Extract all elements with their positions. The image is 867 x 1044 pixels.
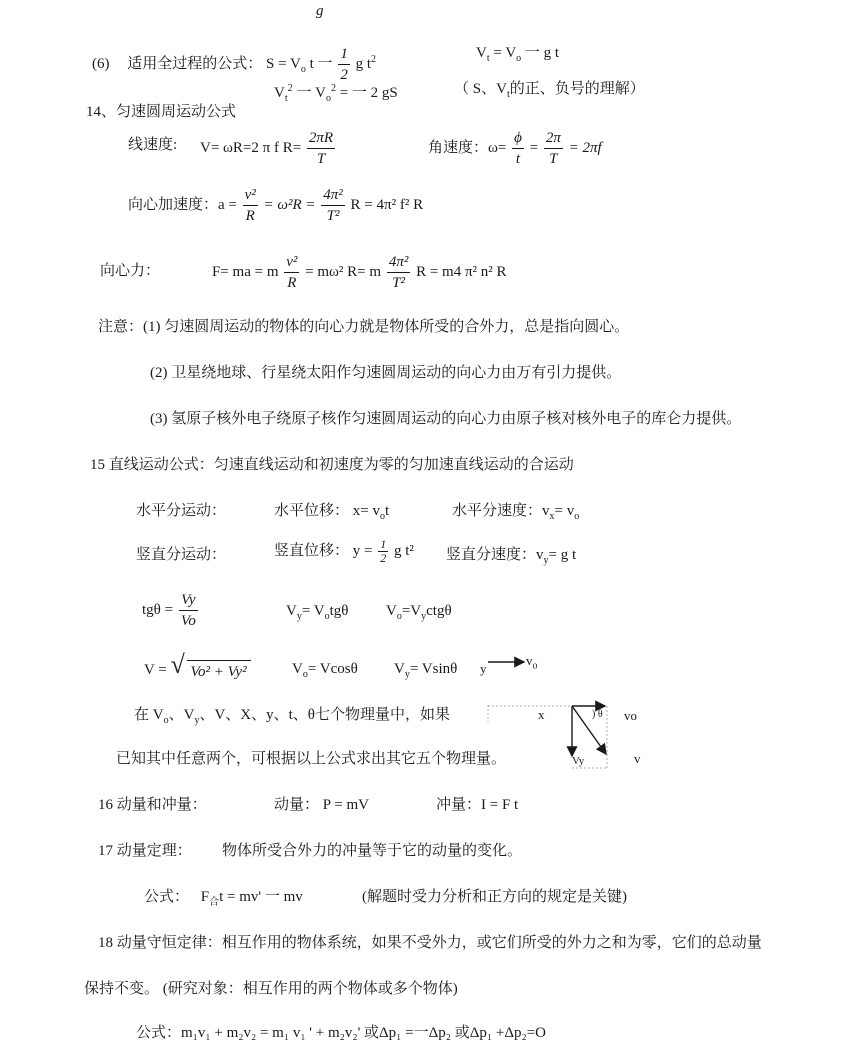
- vy-sin-formula: $V_y= Vsin\theta$: [394, 661, 458, 680]
- resultant-velocity-formula: V = √ Vo² + Vy²: [144, 660, 251, 681]
- section-17-text: 物体所受合外力的冲量等于它的动量的变化。: [222, 843, 523, 859]
- horizontal-velocity: 水平分速度：$v_x= v_o$: [452, 503, 580, 522]
- diagram-theta-label: ) θ: [592, 709, 603, 720]
- note-2: (2) 卫星绕地球、行星绕太阳作匀速圆周运动的向心力由万有引力提供。: [150, 365, 622, 381]
- section-18-continuation: 保持不变。 (研究对象：相互作用的两个物体或多个物体): [84, 981, 458, 997]
- angular-velocity-formula: 角速度：ω= $\frac{\phi}{t}$ = $\frac{2\pi}{T}$ = 2πf: [428, 130, 602, 167]
- impulse-formula: 冲量：I = F t: [436, 797, 519, 813]
- section-16-title: 16 动量和冲量：: [98, 797, 207, 813]
- diagram-x-label: x: [538, 707, 545, 722]
- momentum-theorem-formula: 公式： $F_合t = mv'$ 一 mv: [144, 889, 303, 908]
- known-two-text: 已知其中任意两个，可根据以上公式求出其它五个物理量。: [116, 751, 507, 767]
- linear-velocity-formula: V= ωR=2 π f R= $\frac{2\pi R}{T}$: [200, 130, 334, 167]
- section-17-title: 17 动量定理：: [98, 843, 192, 859]
- diagram-vo-label: vo: [624, 708, 637, 723]
- vertical-displacement: 竖直位移： y = $\frac{1}{2}$ g t²: [274, 537, 414, 565]
- sign-note: （ S、$V_t$的正、负号的理解）: [454, 81, 645, 100]
- vo-cos-formula: $V_o= Vcos\theta$: [292, 661, 358, 680]
- vertical-velocity: 竖直分速度：$v_y= g$ t: [446, 547, 577, 566]
- centripetal-acceleration-formula: 向心加速度：a = $\frac{\text{v²}}{R}$ = ω²R = $\frac{\text{4π²}}{\text{T²}}$ R = 4π² f² R: [128, 187, 424, 224]
- tangent-formula: tgθ = $\frac{Vy}{Vo}$: [142, 592, 196, 629]
- centripetal-force-label: 向心力：: [100, 263, 161, 279]
- horizontal-displacement: 水平位移： $x= v_ot$: [274, 503, 390, 522]
- diagram-top-vo-label: $v_o$: [526, 653, 538, 672]
- note-1: 注意：(1) 匀速圆周运动的物体的向心力就是物体所受的合外力，总是指向圆心。: [98, 319, 630, 335]
- horizontal-motion-label: 水平分运动：: [136, 503, 227, 519]
- momentum-theorem-note: (解题时受力分析和正方向的规定是关键): [362, 889, 627, 905]
- section-14-title: 14、匀速圆周运动公式: [86, 104, 237, 120]
- centripetal-force-formula: F= ma = m $\frac{\text{v²}}{R}$ = mω² R= m $\frac{\text{4π²}}{\text{T²}}$ R = m4 π² n² R: [212, 254, 507, 291]
- diagram-y-label: y: [480, 661, 487, 676]
- diagram-v-label: v: [634, 751, 641, 766]
- momentum-formula: 动量： P = mV: [274, 797, 369, 813]
- formula-displacement: $S = V_o$ t 一 $\frac{1}{2}$ g $t^2$: [266, 46, 376, 83]
- top-fraction-fragment: g: [316, 3, 324, 19]
- section-6-label: (6): [92, 55, 110, 72]
- vo-from-cotangent: $V_o=V_yctg\theta$: [386, 603, 452, 622]
- note-3: (3) 氢原子核外电子绕原子核作匀速圆周运动的向心力由原子核对核外电子的库仑力提供。: [150, 411, 742, 427]
- diagram-vy-label: Vy: [572, 755, 585, 767]
- seven-quantities-text: 在 $V_o$、$V_y$、V、X、y、t、θ七个物理量中，如果: [134, 707, 450, 726]
- vertical-motion-label: 竖直分运动：: [136, 547, 227, 563]
- vy-from-tangent: $V_y= V_otg\theta$: [286, 603, 349, 622]
- linear-velocity-label: 线速度:: [128, 137, 178, 153]
- section-6-line1: [92, 44, 376, 85]
- section-6-text: 适用全过程的公式：: [127, 55, 263, 72]
- conservation-formula: 公式：m₁v₁ + m₂v₂ = m₁ v₁ ' + m₂v₂' 或Δp₁ =一Δp₂ 或Δp₁ +Δp₂=O: [136, 1025, 547, 1041]
- formula-velocity-squared: $V_t^2$ 一 $V_o^2$ = 一 2 gS: [274, 83, 398, 104]
- section-15-title: 15 直线运动公式：匀速直线运动和初速度为零的匀加速直线运动的合运动: [90, 457, 574, 473]
- section-18-title: 18 动量守恒定律：相互作用的物体系统，如果不受外力，或它们所受的外力之和为零，它们的总动量: [98, 935, 762, 951]
- formula-velocity-final: $V_t = V_o$ 一 g t: [476, 45, 560, 64]
